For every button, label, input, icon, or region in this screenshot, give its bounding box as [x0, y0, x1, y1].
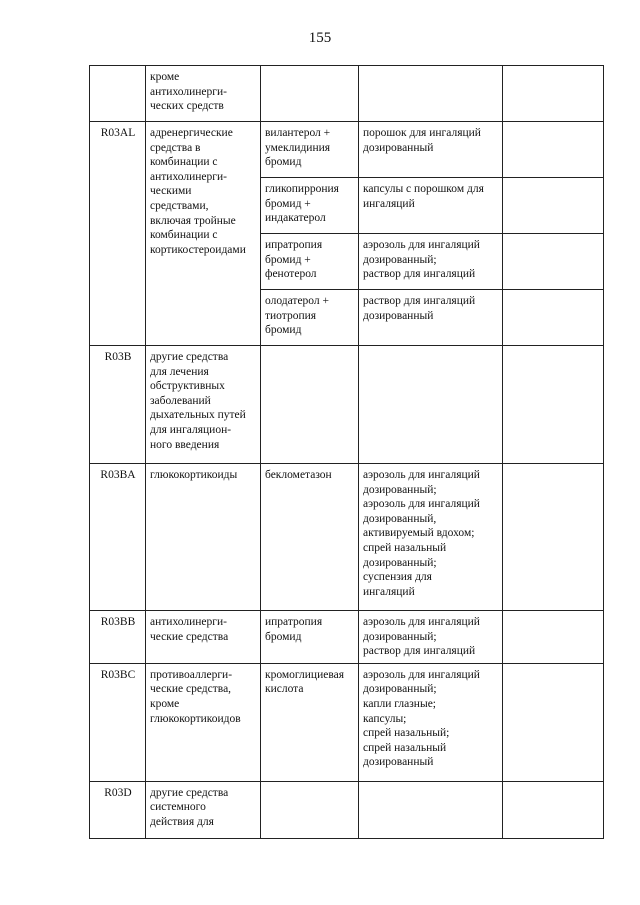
- empty-cell: [503, 234, 604, 290]
- empty-cell: [503, 663, 604, 781]
- dosage-form-cell: аэрозоль для ингаляций дозированный; раствор для ингаляций: [359, 234, 503, 290]
- anatomical-therapeutic-group-cell: адренергические средства в комбинации с антихолинерги- ческими средствами, включая тройные комбинации с кортикостероидами: [146, 122, 261, 346]
- table-row: [90, 122, 604, 178]
- drug-name-cell: ипратропия бромид: [261, 611, 359, 664]
- anatomical-therapeutic-group-cell: кроме антихолинерги- ческих средств: [146, 66, 261, 122]
- atc-code-cell: R03BC: [90, 663, 146, 781]
- atc-code-cell: R03B: [90, 346, 146, 464]
- dosage-form-cell: порошок для ингаляций дозированный: [359, 122, 503, 178]
- atc-code-cell: R03BB: [90, 611, 146, 664]
- drug-name-cell: гликопиррония бромид + индакатерол: [261, 178, 359, 234]
- drug-name-cell: беклометазон: [261, 464, 359, 611]
- atc-code-cell: R03AL: [90, 122, 146, 346]
- dosage-form-cell: аэрозоль для ингаляций дозированный; капли глазные; капсулы; спрей назальный; спрей назальный дозированный: [359, 663, 503, 781]
- drug-classification-table: [89, 65, 604, 839]
- atc-code-cell: [90, 66, 146, 122]
- empty-cell: [503, 346, 604, 464]
- atc-code-cell: R03D: [90, 781, 146, 838]
- drug-name-cell: кромоглициевая кислота: [261, 663, 359, 781]
- anatomical-therapeutic-group-cell: другие средства системного действия для: [146, 781, 261, 838]
- table-row: [90, 66, 604, 122]
- drug-name-cell: вилантерол + умеклидиния бромид: [261, 122, 359, 178]
- empty-cell: [503, 66, 604, 122]
- table-row: [90, 611, 604, 664]
- drug-name-cell: ипратропия бромид + фенотерол: [261, 234, 359, 290]
- empty-cell: [503, 178, 604, 234]
- dosage-form-cell: раствор для ингаляций дозированный: [359, 290, 503, 346]
- dosage-form-cell: [359, 781, 503, 838]
- anatomical-therapeutic-group-cell: противоаллерги- ческие средства, кроме глюкокортикоидов: [146, 663, 261, 781]
- empty-cell: [503, 781, 604, 838]
- dosage-form-cell: аэрозоль для ингаляций дозированный; раствор для ингаляций: [359, 611, 503, 664]
- dosage-form-cell: [359, 346, 503, 464]
- dosage-form-cell: аэрозоль для ингаляций дозированный; аэрозоль для ингаляций дозированный, активируемый вдохом; спрей назальный дозированный; суспензия для ингаляций: [359, 464, 503, 611]
- dosage-form-cell: [359, 66, 503, 122]
- anatomical-therapeutic-group-cell: антихолинерги- ческие средства: [146, 611, 261, 664]
- table-row: [90, 663, 604, 781]
- table-row: [90, 464, 604, 611]
- drug-name-cell: [261, 66, 359, 122]
- empty-cell: [503, 122, 604, 178]
- atc-code-cell: R03BA: [90, 464, 146, 611]
- empty-cell: [503, 290, 604, 346]
- dosage-form-cell: капсулы с порошком для ингаляций: [359, 178, 503, 234]
- empty-cell: [503, 464, 604, 611]
- drug-name-cell: [261, 346, 359, 464]
- drug-name-cell: олодатерол + тиотропия бромид: [261, 290, 359, 346]
- anatomical-therapeutic-group-cell: другие средства для лечения обструктивных заболеваний дыхательных путей для ингаляцион- ного введения: [146, 346, 261, 464]
- anatomical-therapeutic-group-cell: глюкокортикоиды: [146, 464, 261, 611]
- drug-name-cell: [261, 781, 359, 838]
- table-row: [90, 346, 604, 464]
- page-number: 155: [308, 30, 332, 46]
- empty-cell: [503, 611, 604, 664]
- table-row: [90, 781, 604, 838]
